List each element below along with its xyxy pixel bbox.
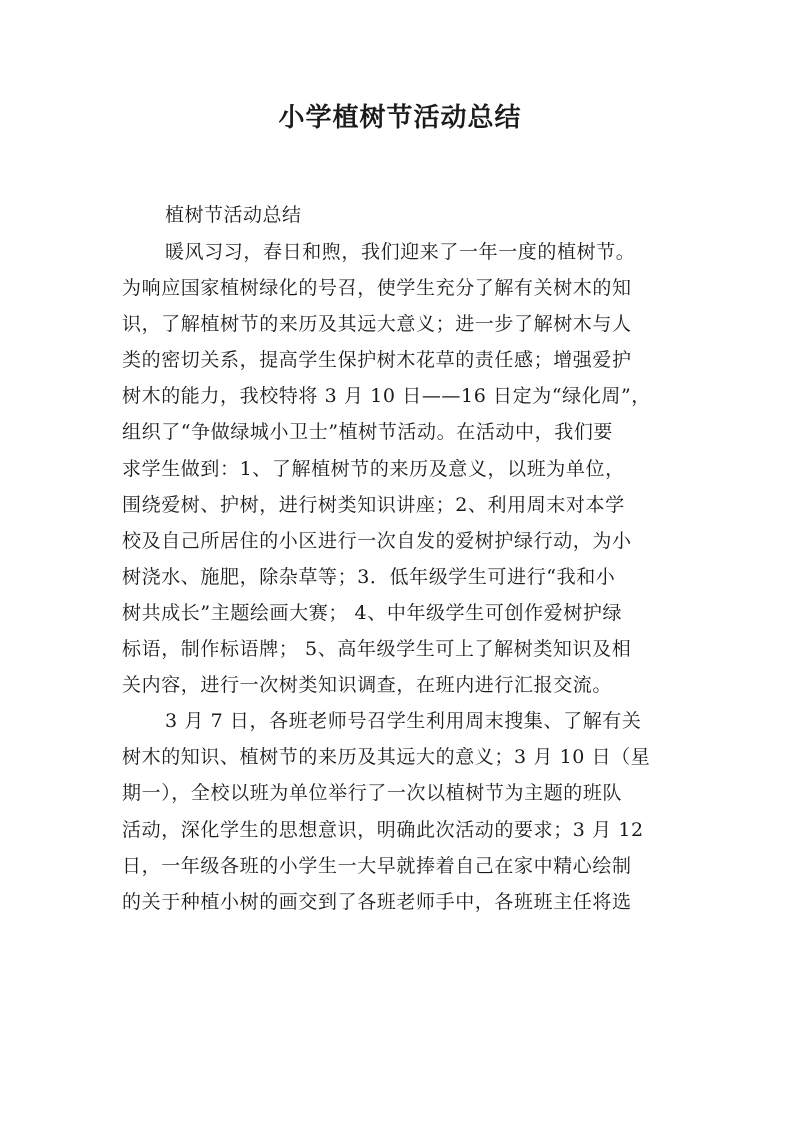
text-line: 3 月 7 日，各班老师号召学生利用周末搜集、了解有关 <box>165 710 642 733</box>
text-line: 树木的能力，我校特将 3 月 10 日——16 日定为“绿化周”， <box>122 385 651 408</box>
text-line: 校及自己所居住的小区进行一次自发的爱树护绿行动，为小 <box>122 529 632 552</box>
text-line: 标语，制作标语牌； 5、高年级学生可上了解树类知识及相 <box>122 638 632 661</box>
text-line: 组织了“争做绿城小卫士”植树节活动。在活动中，我们要 <box>122 421 614 444</box>
text-line: 活动，深化学生的思想意识，明确此次活动的要求；3 月 12 <box>122 818 644 841</box>
section-heading: 植树节活动总结 <box>165 204 302 226</box>
text-line: 关内容，进行一次树类知识调查，在班内进行汇报交流。 <box>122 674 613 697</box>
text-line: 树浇水、施肥，除杂草等；3．低年级学生可进行“我和小 <box>122 565 616 588</box>
text-line: 树共成长”主题绘画大赛； 4、中年级学生可创作爱树护绿 <box>122 601 623 624</box>
text-line: 为响应国家植树绿化的号召，使学生充分了解有关树木的知 <box>122 277 632 300</box>
text-line: 期一），全校以班为单位举行了一次以植树节为主题的班队 <box>122 782 623 805</box>
text-line: 求学生做到：1、了解植树节的来历及意义，以班为单位， <box>122 457 625 480</box>
body-text <box>122 234 680 920</box>
text-line: 识，了解植树节的来历及其远大意义；进一步了解树木与人 <box>122 313 632 336</box>
text-line: 的关于种植小树的画交到了各班老师手中，各班班主任将选 <box>122 890 632 913</box>
text-line: 日，一年级各班的小学生一大早就捧着自己在家中精心绘制 <box>122 854 632 877</box>
document-title: 小学植树节活动总结 <box>278 103 522 133</box>
text-line: 树木的知识、植树节的来历及其远大的意义；3 月 10 日（星 <box>122 746 651 769</box>
text-line: 围绕爱树、护树，进行树类知识讲座；2、利用周末对本学 <box>122 493 625 516</box>
text-line: 暖风习习，春日和煦，我们迎来了一年一度的植树节。 <box>165 241 636 263</box>
text-line: 类的密切关系，提高学生保护树木花草的责任感；增强爱护 <box>122 349 632 372</box>
